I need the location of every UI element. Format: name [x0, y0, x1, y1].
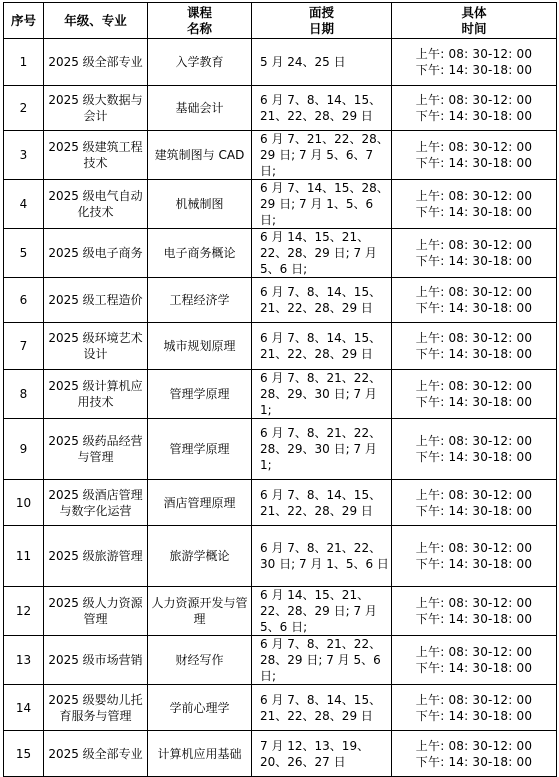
cell-major: 2025 级大数据与会计 — [44, 86, 148, 131]
cell-time — [392, 323, 557, 370]
table-row — [4, 731, 557, 777]
cell-time — [392, 180, 557, 229]
time-morning: 上午: 08: 30-12: 00 — [415, 331, 533, 345]
time-afternoon: 下午: 14: 30-18: 00 — [415, 754, 533, 769]
time-afternoon: 下午: 14: 30-18: 00 — [415, 63, 533, 77]
cell-time — [392, 636, 557, 685]
cell-course: 管理学原理 — [148, 370, 252, 419]
cell-course: 学前心理学 — [148, 685, 252, 731]
time-afternoon: 下午: 14: 30-18: 00 — [415, 557, 533, 571]
cell-course: 财经写作 — [148, 636, 252, 685]
cell-course: 计算机应用基础 — [148, 731, 252, 777]
cell-no: 15 — [4, 731, 44, 777]
cell-no: 3 — [4, 131, 44, 180]
table-row — [4, 229, 557, 278]
cell-major: 2025 级人力资源管理 — [44, 587, 148, 636]
cell-course: 电子商务概论 — [148, 229, 252, 278]
cell-no: 14 — [4, 685, 44, 731]
time-morning: 上午: 08: 30-12: 00 — [415, 738, 533, 753]
cell-date: 6 月 7、8、21、22、28、29 日; 7 月 5、6 日; — [252, 636, 392, 685]
cell-date: 6 月 7、8、14、15、21、22、28、29 日 — [252, 86, 392, 131]
time-afternoon: 下午: 14: 30-18: 00 — [415, 156, 533, 170]
cell-major: 2025 级环境艺术设计 — [44, 323, 148, 370]
cell-major: 2025 级计算机应用技术 — [44, 370, 148, 419]
time-afternoon: 下午: 14: 30-18: 00 — [415, 450, 533, 464]
cell-no: 11 — [4, 526, 44, 587]
cell-no: 1 — [4, 39, 44, 86]
time-morning: 上午: 08: 30-12: 00 — [415, 487, 533, 502]
cell-date: 6 月 7、14、15、28、29 日; 7 月 1、5、6 日; — [252, 180, 392, 229]
time-morning: 上午: 08: 30-12: 00 — [415, 692, 533, 707]
time-morning: 上午: 08: 30-12: 00 — [415, 285, 533, 299]
cell-major: 2025 级全部专业 — [44, 39, 148, 86]
cell-major: 2025 级电子商务 — [44, 229, 148, 278]
table-row — [4, 587, 557, 636]
cell-time — [392, 526, 557, 587]
table-row — [4, 480, 557, 526]
cell-date: 6 月 7、8、14、15、21、22、28、29 日 — [252, 278, 392, 323]
cell-date: 6 月 7、8、21、22、30 日; 7 月 1、5、6 日 — [252, 526, 392, 587]
cell-no: 5 — [4, 229, 44, 278]
cell-time — [392, 86, 557, 131]
cell-course: 基础会计 — [148, 86, 252, 131]
time-morning: 上午: 08: 30-12: 00 — [415, 238, 533, 252]
cell-major: 2025 级酒店管理与数字化运营 — [44, 480, 148, 526]
cell-course: 人力资源开发与管理 — [148, 587, 252, 636]
cell-date: 6 月 7、8、21、22、28、29、30 日; 7 月 1; — [252, 419, 392, 480]
time-morning: 上午: 08: 30-12: 00 — [415, 140, 533, 154]
time-morning: 上午: 08: 30-12: 00 — [415, 47, 533, 61]
cell-course: 机械制图 — [148, 180, 252, 229]
table-row — [4, 526, 557, 587]
time-afternoon: 下午: 14: 30-18: 00 — [415, 254, 533, 268]
cell-time — [392, 39, 557, 86]
cell-time — [392, 278, 557, 323]
table-row — [4, 278, 557, 323]
cell-time — [392, 731, 557, 777]
cell-major: 2025 级电气自动化技术 — [44, 180, 148, 229]
time-afternoon: 下午: 14: 30-18: 00 — [415, 612, 533, 626]
cell-date: 6 月 7、8、14、15、21、22、28、29 日 — [252, 323, 392, 370]
schedule-document — [3, 2, 557, 777]
cell-major: 2025 级工程造价 — [44, 278, 148, 323]
time-afternoon: 下午: 14: 30-18: 00 — [415, 347, 533, 361]
header-course: 课程 名称 — [148, 3, 252, 39]
table-row — [4, 636, 557, 685]
cell-no: 7 — [4, 323, 44, 370]
cell-major: 2025 级建筑工程技术 — [44, 131, 148, 180]
time-afternoon: 下午: 14: 30-18: 00 — [415, 708, 533, 723]
cell-no: 4 — [4, 180, 44, 229]
cell-course: 旅游学概论 — [148, 526, 252, 587]
cell-date: 6 月 7、21、22、28、29 日; 7 月 5、6、7 日; — [252, 131, 392, 180]
header-no: 序号 — [4, 3, 44, 39]
cell-time — [392, 370, 557, 419]
cell-no: 2 — [4, 86, 44, 131]
cell-date: 6 月 14、15、21、22、28、29 日; 7 月 5、6 日; — [252, 587, 392, 636]
time-morning: 上午: 08: 30-12: 00 — [415, 189, 533, 203]
time-morning: 上午: 08: 30-12: 00 — [415, 93, 533, 107]
cell-time — [392, 131, 557, 180]
table-row — [4, 370, 557, 419]
cell-no: 9 — [4, 419, 44, 480]
table-header-row — [4, 3, 557, 39]
cell-course: 城市规划原理 — [148, 323, 252, 370]
cell-no: 12 — [4, 587, 44, 636]
table-row — [4, 180, 557, 229]
time-afternoon: 下午: 14: 30-18: 00 — [415, 395, 533, 409]
cell-major: 2025 级旅游管理 — [44, 526, 148, 587]
cell-date: 6 月 7、8、14、15、21、22、28、29 日 — [252, 480, 392, 526]
cell-no: 10 — [4, 480, 44, 526]
time-morning: 上午: 08: 30-12: 00 — [415, 379, 533, 393]
cell-course: 工程经济学 — [148, 278, 252, 323]
table-row — [4, 685, 557, 731]
cell-time — [392, 587, 557, 636]
cell-course: 入学教育 — [148, 39, 252, 86]
cell-time — [392, 419, 557, 480]
table-row — [4, 419, 557, 480]
cell-date: 7 月 12、13、19、20、26、27 日 — [252, 731, 392, 777]
time-morning: 上午: 08: 30-12: 00 — [415, 541, 533, 555]
cell-course: 酒店管理原理 — [148, 480, 252, 526]
cell-no: 8 — [4, 370, 44, 419]
cell-time — [392, 685, 557, 731]
cell-no: 6 — [4, 278, 44, 323]
cell-major: 2025 级婴幼儿托育服务与管理 — [44, 685, 148, 731]
time-morning: 上午: 08: 30-12: 00 — [415, 434, 533, 448]
table-row — [4, 131, 557, 180]
cell-major: 2025 级市场营销 — [44, 636, 148, 685]
table-row — [4, 39, 557, 86]
time-afternoon: 下午: 14: 30-18: 00 — [415, 109, 533, 123]
cell-course: 建筑制图与 CAD — [148, 131, 252, 180]
time-morning: 上午: 08: 30-12: 00 — [415, 596, 533, 610]
table-row — [4, 323, 557, 370]
cell-no: 13 — [4, 636, 44, 685]
cell-major: 2025 级药品经营与管理 — [44, 419, 148, 480]
time-morning: 上午: 08: 30-12: 00 — [415, 645, 533, 659]
cell-date: 6 月 14、15、21、22、28、29 日; 7 月 5、6 日; — [252, 229, 392, 278]
schedule-table — [3, 2, 557, 777]
header-major: 年级、专业 — [44, 3, 148, 39]
header-time: 具体 时间 — [392, 3, 557, 39]
header-date: 面授 日期 — [252, 3, 392, 39]
time-afternoon: 下午: 14: 30-18: 00 — [415, 661, 533, 675]
cell-time — [392, 229, 557, 278]
cell-date: 6 月 7、8、14、15、21、22、28、29 日 — [252, 685, 392, 731]
time-afternoon: 下午: 14: 30-18: 00 — [415, 301, 533, 315]
cell-date: 5 月 24、25 日 — [252, 39, 392, 86]
table-row — [4, 86, 557, 131]
cell-major: 2025 级全部专业 — [44, 731, 148, 777]
cell-course: 管理学原理 — [148, 419, 252, 480]
table-body — [4, 39, 557, 777]
time-afternoon: 下午: 14: 30-18: 00 — [415, 205, 533, 219]
time-afternoon: 下午: 14: 30-18: 00 — [415, 503, 533, 518]
cell-date: 6 月 7、8、21、22、28、29、30 日; 7 月 1; — [252, 370, 392, 419]
cell-time — [392, 480, 557, 526]
